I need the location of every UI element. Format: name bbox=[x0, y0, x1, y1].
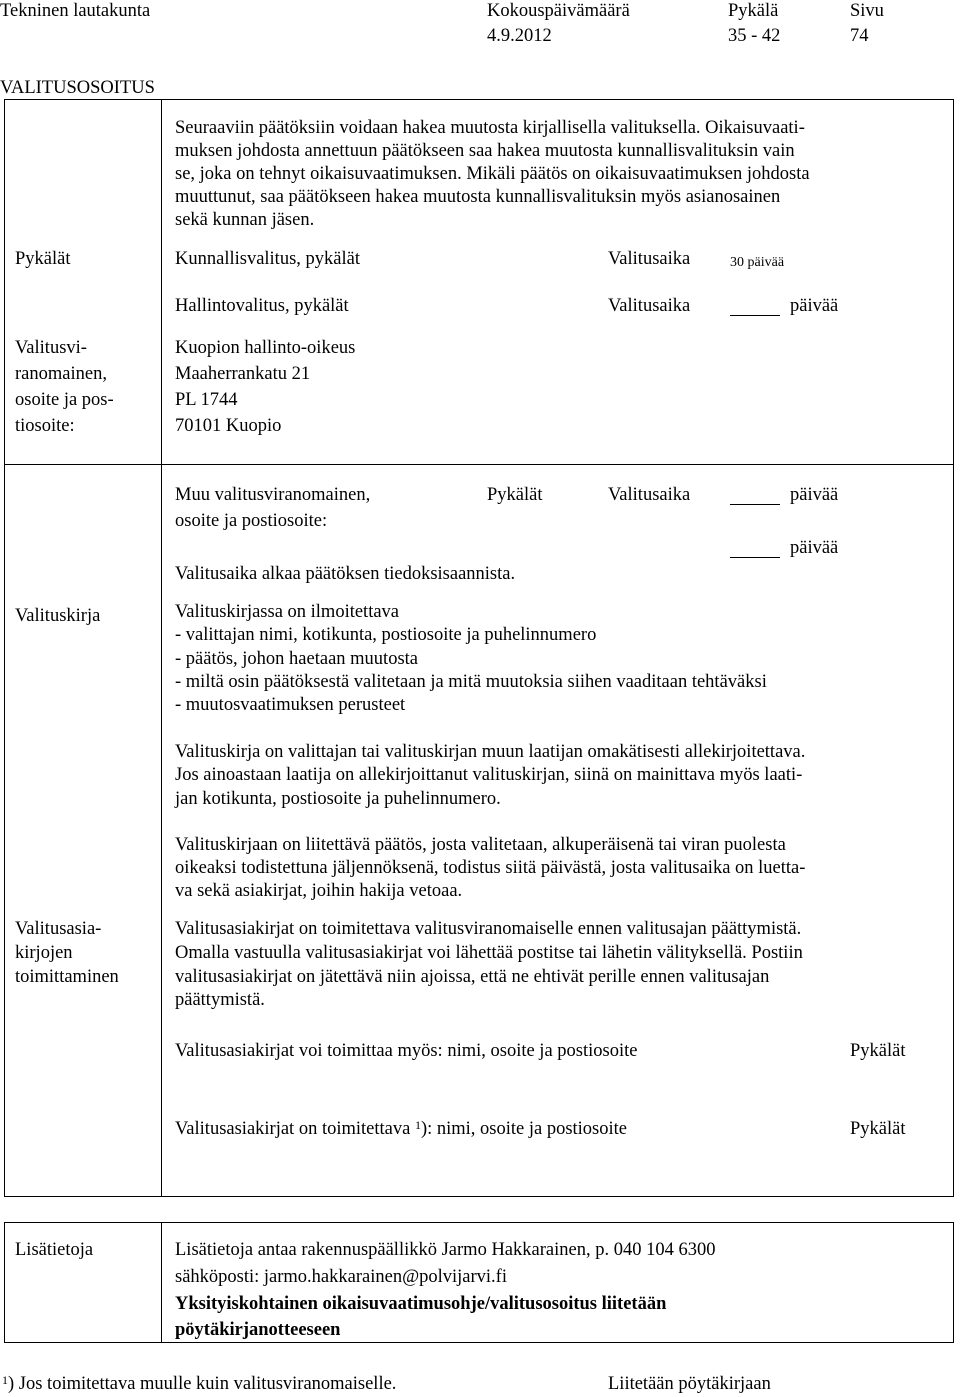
other-days-blank-2 bbox=[730, 557, 780, 558]
appeal-time-start-note: Valitusaika alkaa päätöksen tiedoksisaannista. bbox=[175, 564, 516, 584]
box1-left-border bbox=[4, 99, 5, 465]
box2-top-border bbox=[4, 464, 954, 465]
footnote-text: ) Jos toimitettava muulle kuin valitusviranomaiselle. bbox=[8, 1374, 397, 1394]
intro-line: muksen johdosta annettuun päätökseen saa hakea muutosta kunnallisvalituksin vain bbox=[175, 141, 795, 161]
authority-label-line: tiosoite: bbox=[15, 416, 75, 436]
info-email: sähköposti: jarmo.hakkarainen@polvijarvi.fi bbox=[175, 1267, 507, 1287]
box2-right-border bbox=[953, 464, 954, 1197]
authority-address-line: Kuopion hallinto-oikeus bbox=[175, 338, 356, 358]
page-number: 74 bbox=[850, 26, 869, 46]
other-authority-sections-label: Pykälät bbox=[487, 485, 543, 505]
authority-address-line: PL 1744 bbox=[175, 390, 238, 410]
box3-bottom-border bbox=[4, 1342, 954, 1343]
municipal-appeal-time-value: 30 päivää bbox=[730, 255, 785, 270]
box3-column-divider bbox=[161, 1222, 162, 1343]
document-title: VALITUSOSOITUS bbox=[0, 78, 155, 98]
box3-right-border bbox=[953, 1222, 954, 1343]
box3-top-border bbox=[4, 1222, 954, 1223]
authority-label-line: ranomainen, bbox=[15, 364, 107, 384]
box2-column-divider bbox=[161, 464, 162, 1197]
page-label: Sivu bbox=[850, 1, 884, 21]
intro-line: sekä kunnan jäsen. bbox=[175, 210, 315, 230]
delivery-also-to-sections: Pykälät bbox=[850, 1041, 906, 1061]
info-label: Lisätietoja bbox=[15, 1240, 94, 1260]
delivery-to-sections: Pykälät bbox=[850, 1119, 906, 1139]
admin-days-unit: päivää bbox=[790, 296, 839, 316]
authority-address-line: 70101 Kuopio bbox=[175, 416, 282, 436]
other-days-blank-1 bbox=[730, 504, 780, 505]
board-name: Tekninen lautakunta bbox=[0, 1, 151, 21]
delivery-label-line: Valitusasia- bbox=[15, 919, 102, 939]
box2-bottom-border bbox=[4, 1196, 954, 1197]
authority-address-line: Maaherrankatu 21 bbox=[175, 364, 311, 384]
box3-left-border bbox=[4, 1222, 5, 1343]
other-authority-time-label: Valitusaika bbox=[608, 485, 691, 505]
other-authority-label: Muu valitusviranomainen, bbox=[175, 485, 371, 505]
box1-right-border bbox=[953, 99, 954, 465]
meeting-date-label: Kokouspäivämäärä bbox=[487, 1, 630, 21]
attachment-note: Liitetään pöytäkirjaan bbox=[608, 1374, 771, 1394]
signing-line: Valituskirja on valittajan tai valituskirjan muun laatijan omakätisesti allekirjoitettava. bbox=[175, 742, 806, 762]
delivery-to-suffix: ): nimi, osoite ja postiosoite bbox=[420, 1119, 627, 1139]
signing-line: jan kotikunta, postiosoite ja puhelinnumero. bbox=[175, 789, 501, 809]
appeal-letter-label: Valituskirja bbox=[15, 606, 101, 626]
info-contact-person: Lisätietoja antaa rakennuspäällikkö Jarmo Hakkarainen, p. 040 104 6300 bbox=[175, 1240, 716, 1260]
delivery-line: valitusasiakirjat on jätettävä niin ajoissa, että ne ehtivät perille ennen valitusajan bbox=[175, 967, 770, 987]
sections-label: Pykälät bbox=[15, 249, 71, 269]
delivery-to-prefix: Valitusasiakirjat on toimitettava bbox=[175, 1119, 411, 1139]
admin-appeal-time-label: Valitusaika bbox=[608, 296, 691, 316]
box1-top-border bbox=[4, 99, 954, 100]
info-notice-line-2: pöytäkirjanotteeseen bbox=[175, 1320, 341, 1340]
delivery-line: Valitusasiakirjat on toimitettava valitusviranomaiselle ennen valitusajan päättymistä. bbox=[175, 919, 802, 939]
delivery-line: Omalla vastuulla valitusasiakirjat voi lähettää postitse tai lähetin välityksellä. Postiin bbox=[175, 943, 803, 963]
box2-left-border bbox=[4, 464, 5, 1197]
footnote-marker: 1 bbox=[2, 1373, 8, 1387]
section-label: Pykälä bbox=[728, 1, 779, 21]
delivery-label-line: toimittaminen bbox=[15, 967, 119, 987]
delivery-to-line bbox=[175, 1118, 627, 1142]
appeal-letter-intro: Valituskirjassa on ilmoitettava bbox=[175, 602, 400, 622]
info-notice-line-1: Yksityiskohtainen oikaisuvaatimusohje/valitusosoitus liitetään bbox=[175, 1294, 667, 1314]
attachments-line: oikeaksi todistettuna jäljennöksenä, todistus siitä päivästä, josta valitusaika on luetta- bbox=[175, 858, 806, 878]
footnote-ref: 1 bbox=[414, 1118, 421, 1132]
admin-days-blank bbox=[730, 315, 780, 316]
authority-label-line: Valitusvi- bbox=[15, 338, 87, 358]
attachments-line: Valituskirjaan on liitettävä päätös, josta valitetaan, alkuperäisenä tai viran puolesta bbox=[175, 835, 786, 855]
admin-appeal-sections: Hallintovalitus, pykälät bbox=[175, 296, 349, 316]
delivery-line: päättymistä. bbox=[175, 990, 265, 1010]
intro-line: Seuraaviin päätöksiin voidaan hakea muutosta kirjallisella valituksella. Oikaisuvaati- bbox=[175, 118, 805, 138]
intro-line: se, joka on tehnyt oikaisuvaatimuksen. Mikäli päätös on oikaisuvaatimuksen johdosta bbox=[175, 164, 810, 184]
municipal-appeal-time-label: Valitusaika bbox=[608, 249, 691, 269]
other-days-unit-1: päivää bbox=[790, 485, 839, 505]
list-item: - muutosvaatimuksen perusteet bbox=[175, 695, 406, 715]
other-authority-label-2: osoite ja postiosoite: bbox=[175, 511, 328, 531]
list-item: - valittajan nimi, kotikunta, postiosoite ja puhelinnumero bbox=[175, 625, 597, 645]
list-item: - miltä osin päätöksestä valitetaan ja mitä muutoksia siihen vaaditaan tehtäväksi bbox=[175, 672, 767, 692]
section-range: 35 - 42 bbox=[728, 26, 781, 46]
other-days-unit-2: päivää bbox=[790, 538, 839, 558]
delivery-also-to: Valitusasiakirjat voi toimittaa myös: nimi, osoite ja postiosoite bbox=[175, 1041, 638, 1061]
delivery-label-line: kirjojen bbox=[15, 943, 73, 963]
signing-line: Jos ainoastaan laatija on allekirjoittanut valituskirjan, siinä on mainittava myös laati- bbox=[175, 765, 803, 785]
intro-line: muuttunut, saa päätökseen hakea muutosta kunnallisvalituksin myös asianosainen bbox=[175, 187, 781, 207]
meeting-date: 4.9.2012 bbox=[487, 26, 552, 46]
footnote bbox=[2, 1373, 396, 1397]
attachments-line: va sekä asiakirjat, joihin hakija vetoaa. bbox=[175, 881, 463, 901]
box1-column-divider bbox=[161, 99, 162, 465]
municipal-appeal-sections: Kunnallisvalitus, pykälät bbox=[175, 249, 360, 269]
list-item: - päätös, johon haetaan muutosta bbox=[175, 649, 419, 669]
authority-label-line: osoite ja pos- bbox=[15, 390, 114, 410]
